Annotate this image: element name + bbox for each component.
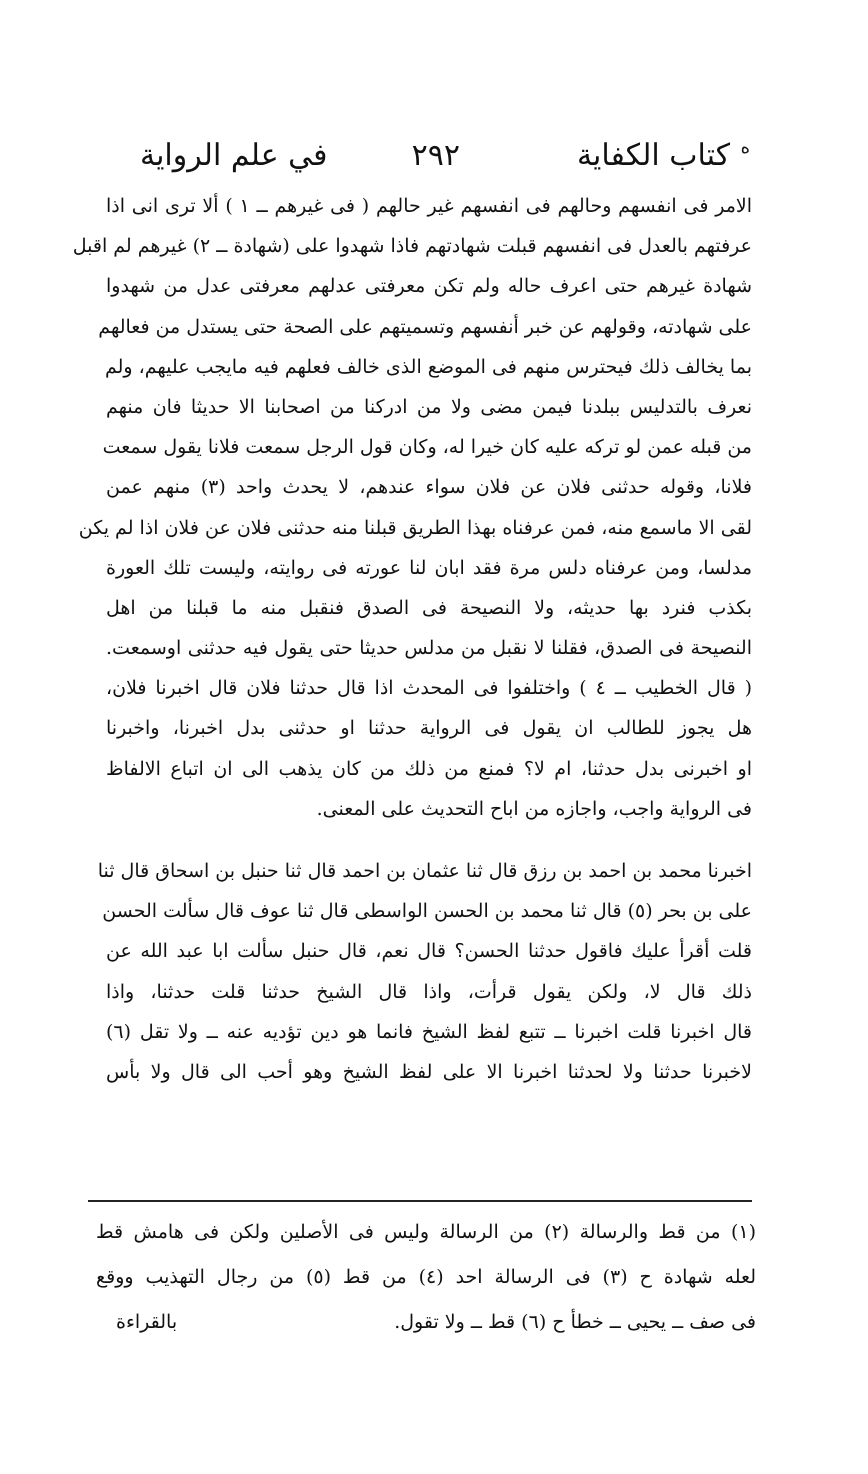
- text-line: بكذب فنرد بها حديثه، ولا النصيحة فى الصدق فنقبل منه ما قبلنا من اهل: [106, 596, 752, 619]
- text-line: على شهادته، وقولهم عن خبر أنفسهم وتسميتهم على الصحة حتى يستدل من فعالهم: [98, 315, 752, 338]
- catchword: بالقراءة: [116, 1311, 178, 1333]
- text-line: قال اخبرنا قلت اخبرنا ــ تتبع لفظ الشيخ فانما هو دين تؤديه عنه ــ ولا تقل (٦): [106, 1020, 752, 1043]
- header-subject: في علم الرواية: [140, 138, 328, 173]
- text-line: او اخبرنى بدل حدثنا، ام لا؟ فمنع من ذلك من كان يذهب الى ان اتباع الالفاظ: [106, 757, 752, 780]
- text-line: لاخبرنا حدثنا ولا لحدثنا اخبرنا الا على لفظ الشيخ وهو أحب الى قال ولا بأس: [106, 1060, 752, 1083]
- text-line: النصيحة فى الصدق، فقلنا لا نقبل من مدلس حديثا حتى يقول فيه حدثنى اوسمعت.: [106, 637, 752, 660]
- text-line: ذلك قال لا، ولكن يقول قرأت، واذا قال الشيخ حدثنا قلت حدثنا، واذا: [106, 980, 752, 1003]
- text-line: من قبله عمن لو تركه عليه كان خيرا له، وكان قول الرجل سمعت فلانا يقول سمعت: [102, 436, 752, 459]
- text-line: نعرف بالتدليس ببلدنا فيمن مضى ولا من ادركنا من اصحابنا الا حديثا فان منهم: [106, 395, 752, 418]
- text-line: فلانا، وقوله حدثنى فلان عن فلان سواء عندهم، لا يحدث واحد (٣) منهم عمن: [106, 476, 753, 499]
- text-line: عرفتهم بالعدل فى انفسهم قبلت شهادتهم فاذا شهدوا على (شهادة ــ ٢) غيرهم لم اقبل: [72, 235, 752, 258]
- text-line: هل يجوز للطالب ان يقول فى الرواية حدثنا او حدثنى بدل اخبرنا، واخبرنا: [106, 717, 752, 740]
- footnote-text: فى صف ــ يحيى ــ خطأ ح (٦) قط ــ ولا تقول.: [394, 1311, 756, 1333]
- running-header: [140, 128, 750, 184]
- footnotes: [96, 1210, 756, 1345]
- footnote-line: لعله شهادة ح (٣) فى الرسالة احد (٤) من قط (٥) من رجال التهذيب ووقع: [96, 1266, 757, 1288]
- text-line: مدلسا، ومن عرفناه دلس مرة فقد ابان لنا عورته فى روايته، وليست تلك العورة: [106, 556, 752, 579]
- text-line: الامر فى انفسهم وحالهم فى انفسهم غير حالهم ( فى غيرهم ــ ١ ) ألا ترى انى اذا: [106, 195, 752, 217]
- footnote-divider: [88, 1200, 752, 1202]
- footnote-line: (١) من قط والرسالة (٢) من الرسالة وليس فى الأصلين ولكن فى هامش قط: [96, 1221, 757, 1243]
- main-text: [72, 186, 753, 1092]
- text-line: فى الرواية واجب، واجازه من اباح التحديث على المعنى.: [316, 797, 752, 820]
- text-line: على بن بحر (٥) قال ثنا محمد بن الحسن الواسطى قال ثنا عوف قال سألت الحسن: [102, 900, 752, 923]
- text-line: قلت أقرأ عليك فاقول حدثنا الحسن؟ قال نعم، قال حنبل سألت ابا عبد الله عن: [106, 940, 752, 963]
- text-line: بما يخالف ذلك فيحترس منهم فى الموضع الذى خالف فعلهم فيه مايجب عليهم، ولم: [104, 355, 752, 378]
- header-ornament: ه: [740, 137, 750, 158]
- page-number: ٢٩٢: [411, 138, 460, 173]
- text-line: ( قال الخطيب ــ ٤ ) واختلفوا فى المحدث اذا قال حدثنا فلان قال اخبرنا فلان،: [106, 677, 752, 700]
- text-line: شهادة غيرهم حتى اعرف حاله ولم تكن معرفتى عدلهم معرفتى عدل من شهدوا: [106, 275, 752, 298]
- text-line: اخبرنا محمد بن احمد بن رزق قال ثنا عثمان بن احمد قال ثنا حنبل بن اسحاق قال ثنا: [97, 860, 752, 882]
- paragraph-gap: [106, 829, 752, 851]
- footnote-line-last: [96, 1300, 756, 1345]
- text-line: لقى الا ماسمع منه، فمن عرفناه بهذا الطريق قبلنا منه حدثنى فلان عن فلان اذا لم يكن: [78, 516, 752, 539]
- book-title: كتاب الكفاية: [576, 138, 730, 173]
